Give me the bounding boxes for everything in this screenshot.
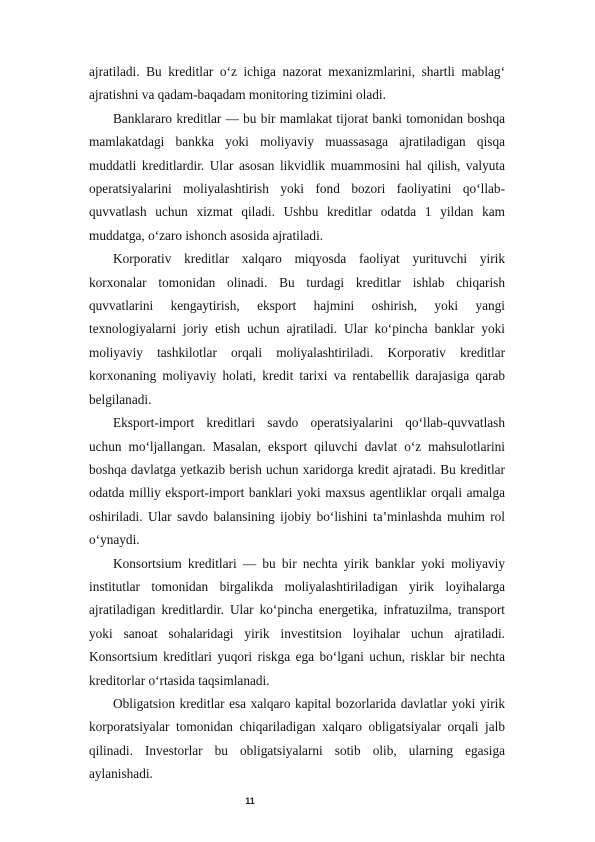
paragraph-corporate-credits: Korporativ kreditlar xalqaro miqyosda faoliyat yurituvchi yirik korxonalar tomonidan olinadi. Bu turdagi kreditlar ishlab chiqarish quvvatlarini kengaytirish, eksport hajmini oshirish, yoki yangi texnologiyalarni joriy etish uchun ajratiladi. Ular ko‘pincha banklar yoki moliyaviy tashkilotlar orqali moliyalashtiriladi. Korporativ kreditlar korxonaning moliyaviy holati, kredit tarixi va rentabellik darajasiga qarab belgilanadi. (89, 251, 505, 407)
paragraph-continuation: ajratiladi. Bu kreditlar o‘z ichiga nazorat mexanizmlarini, shartli mablag‘ ajratishni va qadam-baqadam monitoring tizimini oladi. (89, 64, 505, 103)
paragraph-export-import-credits: Eksport-import kreditlari savdo operatsiyalarini qo‘llab-quvvatlash uchun mo‘ljallangan. Masalan, eksport qiluvchi davlat o‘z mahsulotlarini boshqa davlatga yetkazib berish uchun xaridorga kredit ajratadi. Bu kreditlar odatda milliy eksport-import banklari yoki maxsus agentliklar orqali amalga oshiriladi. Ular savdo balansining ijobiy bo‘lishini ta’minlashda muhim rol o‘ynaydi. (89, 415, 505, 548)
page-number: 11 (245, 796, 255, 806)
paragraph-consortium-credits: Konsortsium kreditlari — bu bir nechta yirik banklar yoki moliyaviy institutlar tomonidan birgalikda moliyalashtiriladigan yirik loyihalarga ajratiladigan kreditlardir. Ular ko‘pincha energetika, infratuzilma, transport yoki sanoat sohalaridagi yirik investitsion loyihalar uchun ajratiladi. Konsortsium kreditlari yuqori riskga ega bo‘lgani uchun, risklar bir nechta kreditorlar o‘rtasida taqsimlanadi. (89, 555, 505, 688)
document-page (89, 60, 505, 786)
paragraph-interbank-credits: Banklararo kreditlar — bu bir mamlakat tijorat banki tomonidan boshqa mamlakatdagi bankka yoki moliyaviy muassasaga ajratiladigan qisqa muddatli kreditlardir. Ular asosan likvidlik muammosini hal qilish, valyuta operatsiyalarini moliyalashtirish yoki fond bozori faoliyatini qo‘llab-quvvatlash uchun xizmat qiladi. Ushbu kreditlar odatda 1 yildan kam muddatga, o‘zaro ishonch asosida ajratiladi. (89, 110, 505, 243)
paragraph-bond-credits: Obligatsion kreditlar esa xalqaro kapital bozorlarida davlatlar yoki yirik korporatsiyalar tomonidan chiqariladigan xalqaro obligatsiyalar orqali jalb qilinadi. Investorlar bu obligatsiyalarni sotib olib, ularning egasiga aylanishadi. (89, 695, 505, 782)
